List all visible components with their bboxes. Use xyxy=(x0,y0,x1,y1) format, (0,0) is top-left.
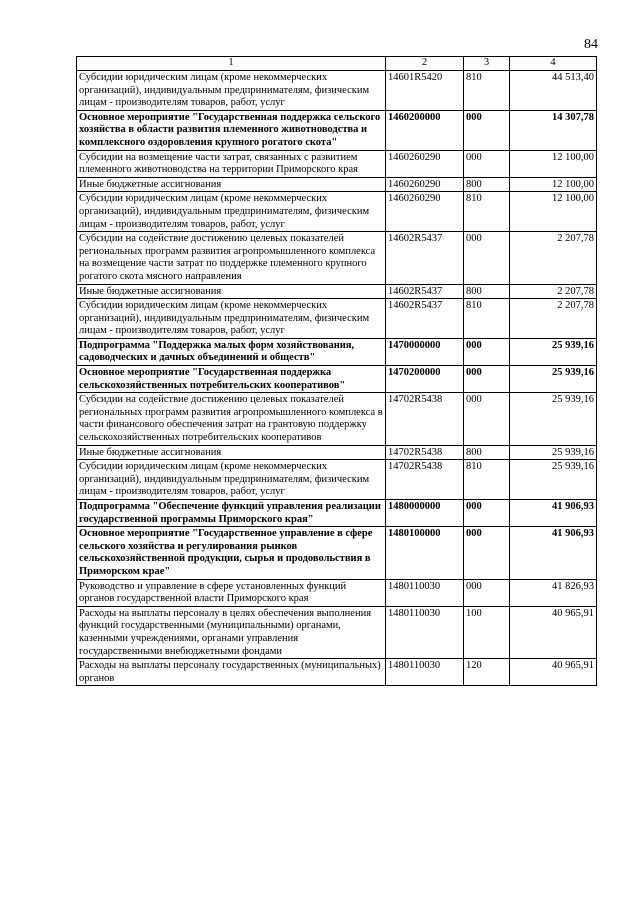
table-row xyxy=(77,71,597,111)
row-type: 000 xyxy=(464,393,510,445)
row-code: 1480110030 xyxy=(386,659,464,686)
row-name: Субсидии на содействие достижению целевых показателей региональных программ развития агропромышленного комплекса в части финансового обеспечения затрат на грантовую поддержку сельскохозяйственных потребительских кооперативов xyxy=(77,393,386,445)
row-code: 1480110030 xyxy=(386,606,464,658)
row-type: 800 xyxy=(464,177,510,192)
row-code: 1480110030 xyxy=(386,579,464,606)
row-amount: 44 513,40 xyxy=(510,71,597,111)
row-code: 1470200000 xyxy=(386,366,464,393)
row-name: Иные бюджетные ассигнования xyxy=(77,177,386,192)
budget-table xyxy=(76,56,597,686)
row-amount: 41 906,93 xyxy=(510,500,597,527)
row-amount: 14 307,78 xyxy=(510,110,597,150)
row-name: Иные бюджетные ассигнования xyxy=(77,445,386,460)
row-amount: 41 906,93 xyxy=(510,527,597,579)
table-row xyxy=(77,606,597,658)
row-code: 1460260290 xyxy=(386,150,464,177)
row-amount: 12 100,00 xyxy=(510,150,597,177)
row-amount: 40 965,91 xyxy=(510,659,597,686)
row-amount: 2 207,78 xyxy=(510,284,597,299)
row-amount: 2 207,78 xyxy=(510,299,597,339)
row-type: 810 xyxy=(464,299,510,339)
row-code: 1480000000 xyxy=(386,500,464,527)
row-type: 800 xyxy=(464,445,510,460)
table-row xyxy=(77,500,597,527)
row-amount: 25 939,16 xyxy=(510,460,597,500)
row-name: Руководство и управление в сфере установленных функций органов государственной власти Приморского края xyxy=(77,579,386,606)
row-amount: 25 939,16 xyxy=(510,445,597,460)
table-row xyxy=(77,393,597,445)
row-amount: 40 965,91 xyxy=(510,606,597,658)
row-amount: 25 939,16 xyxy=(510,366,597,393)
table-row xyxy=(77,338,597,365)
row-type: 000 xyxy=(464,527,510,579)
row-name: Субсидии юридическим лицам (кроме некоммерческих организаций), индивидуальным предпринимателям, физическим лицам - производителям товаров, работ, услуг xyxy=(77,299,386,339)
row-name: Основное мероприятие "Государственная поддержка сельского хозяйства в области развития племенного животноводства и комплексного оздоровления крупного рогатого скота" xyxy=(77,110,386,150)
table-row xyxy=(77,366,597,393)
row-name: Подпрограмма "Обеспечение функций управления реализации государственной программы Приморского края" xyxy=(77,500,386,527)
row-amount: 12 100,00 xyxy=(510,177,597,192)
row-type: 000 xyxy=(464,579,510,606)
row-type: 000 xyxy=(464,500,510,527)
row-name: Субсидии на содействие достижению целевых показателей региональных программ развития агропромышленного комплекса на возмещение части затрат по поддержке племенного крупного рогатого скота мясного направления xyxy=(77,232,386,284)
row-amount: 25 939,16 xyxy=(510,338,597,365)
header-row xyxy=(77,57,597,71)
table-row xyxy=(77,232,597,284)
header-col-1: 1 xyxy=(77,57,386,71)
row-name: Иные бюджетные ассигнования xyxy=(77,284,386,299)
header-col-3: 3 xyxy=(464,57,510,71)
row-name: Расходы на выплаты персоналу в целях обеспечения выполнения функций государственными (муниципальными) органами, казенными учреждениями, органами управления государственными внебюджетными фондами xyxy=(77,606,386,658)
table-row xyxy=(77,192,597,232)
table-row xyxy=(77,110,597,150)
table-row xyxy=(77,299,597,339)
row-code: 14602R5437 xyxy=(386,232,464,284)
row-code: 14602R5437 xyxy=(386,284,464,299)
page-number: 84 xyxy=(584,37,598,52)
row-type: 000 xyxy=(464,232,510,284)
row-code: 1460260290 xyxy=(386,177,464,192)
row-amount: 2 207,78 xyxy=(510,232,597,284)
row-code: 1460200000 xyxy=(386,110,464,150)
row-code: 14702R5438 xyxy=(386,445,464,460)
row-name: Подпрограмма "Поддержка малых форм хозяйствования, садоводческих и дачных объединений и обществ" xyxy=(77,338,386,365)
header-col-2: 2 xyxy=(386,57,464,71)
header-col-4: 4 xyxy=(510,57,597,71)
row-type: 100 xyxy=(464,606,510,658)
row-amount: 12 100,00 xyxy=(510,192,597,232)
row-type: 120 xyxy=(464,659,510,686)
table-row xyxy=(77,150,597,177)
row-name: Субсидии юридическим лицам (кроме некоммерческих организаций), индивидуальным предпринимателям, физическим лицам - производителям товаров, работ, услуг xyxy=(77,460,386,500)
row-name: Субсидии на возмещение части затрат, связанных с развитием племенного животноводства на территории Приморского края xyxy=(77,150,386,177)
row-name: Субсидии юридическим лицам (кроме некоммерческих организаций), индивидуальным предпринимателям, физическим лицам - производителям товаров, работ, услуг xyxy=(77,71,386,111)
row-code: 14702R5438 xyxy=(386,460,464,500)
table-body xyxy=(77,71,597,686)
table-header xyxy=(77,57,597,71)
row-amount: 25 939,16 xyxy=(510,393,597,445)
row-type: 810 xyxy=(464,460,510,500)
row-name: Расходы на выплаты персоналу государственных (муниципальных) органов xyxy=(77,659,386,686)
table-row xyxy=(77,445,597,460)
row-code: 14602R5437 xyxy=(386,299,464,339)
row-name: Субсидии юридическим лицам (кроме некоммерческих организаций), индивидуальным предпринимателям, физическим лицам - производителям товаров, работ, услуг xyxy=(77,192,386,232)
table-row xyxy=(77,460,597,500)
row-type: 810 xyxy=(464,192,510,232)
row-type: 000 xyxy=(464,150,510,177)
table-row xyxy=(77,659,597,686)
row-code: 1470000000 xyxy=(386,338,464,365)
row-code: 14702R5438 xyxy=(386,393,464,445)
row-type: 800 xyxy=(464,284,510,299)
table-row xyxy=(77,284,597,299)
row-type: 000 xyxy=(464,366,510,393)
row-amount: 41 826,93 xyxy=(510,579,597,606)
row-code: 1460260290 xyxy=(386,192,464,232)
row-code: 14601R5420 xyxy=(386,71,464,111)
row-code: 1480100000 xyxy=(386,527,464,579)
row-name: Основное мероприятие "Государственная поддержка сельскохозяйственных потребительских кооперативов" xyxy=(77,366,386,393)
table-row xyxy=(77,527,597,579)
table-row xyxy=(77,177,597,192)
row-name: Основное мероприятие "Государственное управление в сфере сельского хозяйства и регулирования рынков сельскохозяйственной продукции, сырья и продовольствия в Приморском крае" xyxy=(77,527,386,579)
row-type: 810 xyxy=(464,71,510,111)
table-row xyxy=(77,579,597,606)
row-type: 000 xyxy=(464,110,510,150)
row-type: 000 xyxy=(464,338,510,365)
